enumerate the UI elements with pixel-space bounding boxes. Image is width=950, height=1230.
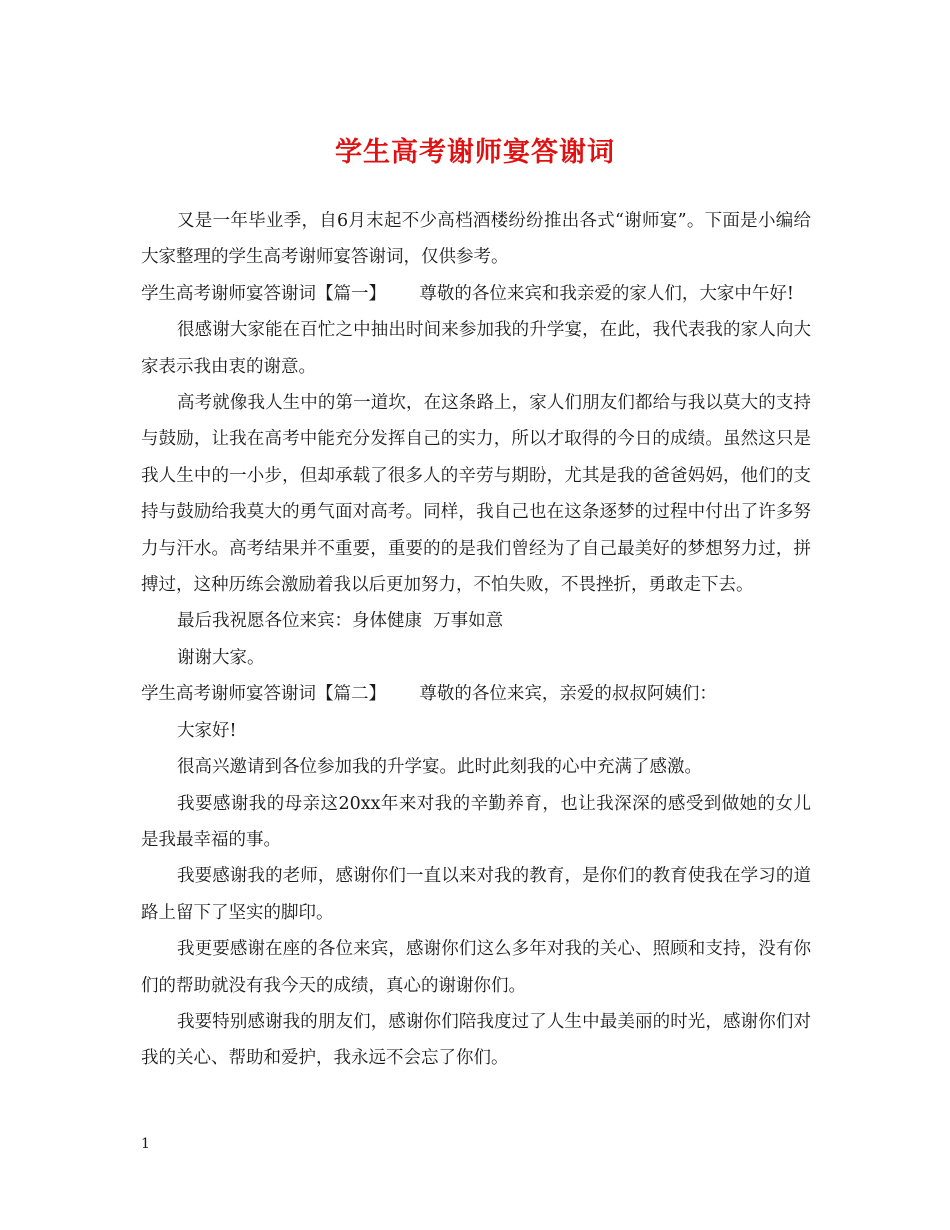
section-1-heading: 学生高考谢师宴答谢词【篇一】 xyxy=(141,283,386,304)
section-1-paragraph-2: 高考就像我人生中的第一道坎，在这条路上，家人们朋友们都给与我以莫大的支持与鼓励，让我在高考中能充分发挥自己的实力，所以才取得的今日的成绩。虽然这只是我人生中的一小步，但却承载了很多人的辛劳与期盼，尤其是我的爸爸妈妈，他们的支持与鼓励给我莫大的勇气面对高考。同样，我自己也在这条逐梦的过程中付出了许多努力与汗水。高考结果并不重要，重要的的是我们曾经为了自己最美好的梦想努力过，拼搏过，这种历练会激励着我以后更加努力，不怕失败，不畏挫折，勇敢走下去。 xyxy=(141,393,811,596)
section-2-paragraph-3: 我要感谢我的母亲这20xx年来对我的辛勤养育，也让我深深的感受到做她的女儿是我最幸福的事。 xyxy=(141,793,811,850)
section-2-paragraph-2: 很高兴邀请到各位参加我的升学宴。此时此刻我的心中充满了感激。 xyxy=(177,757,702,778)
section-1-opening: 尊敬的各位来宾和我亲爱的家人们，大家中午好! xyxy=(419,283,794,304)
section-2-paragraph-6: 我要特别感谢我的朋友们，感谢你们陪我度过了人生中最美丽的时光，感谢你们对我的关心、帮助和爱护，我永远不会忘了你们。 xyxy=(141,1011,811,1069)
section-2-opening: 尊敬的各位来宾，亲爱的叔叔阿姨们： xyxy=(419,684,717,705)
document-body xyxy=(141,203,811,1077)
section-2-paragraph-5: 我更要感谢在座的各位来宾，感谢你们这么多年对我的关心、照顾和支持，没有你们的帮助就没有我今天的成绩，真心的谢谢你们。 xyxy=(141,939,811,996)
section-1-paragraph-1: 很感谢大家能在百忙之中抽出时间来参加我的升学宴，在此，我代表我的家人向大家表示我由衷的谢意。 xyxy=(141,320,811,377)
section-1-paragraph-4: 谢谢大家。 xyxy=(177,647,265,668)
document-title: 学生高考谢师宴答谢词 xyxy=(335,137,615,168)
intro-paragraph: 又是一年毕业季，自6月末起不少高档酒楼纷纷推出各式“谢师宴”。下面是小编给大家整理的学生高考谢师宴答谢词，仅供参考。 xyxy=(141,211,811,268)
section-2-heading: 学生高考谢师宴答谢词【篇二】 xyxy=(141,684,386,705)
section-2-heading-line xyxy=(141,676,811,712)
page-number: 1 xyxy=(141,1136,150,1152)
section-1-heading-line xyxy=(141,276,811,312)
section-1-paragraph-3: 最后我祝愿各位来宾：身体健康 万事如意 xyxy=(177,611,504,632)
section-2-paragraph-1: 大家好! xyxy=(177,720,237,741)
section-2-paragraph-4: 我要感谢我的老师，感谢你们一直以来对我的教育，是你们的教育使我在学习的道路上留下了坚实的脚印。 xyxy=(141,866,811,923)
